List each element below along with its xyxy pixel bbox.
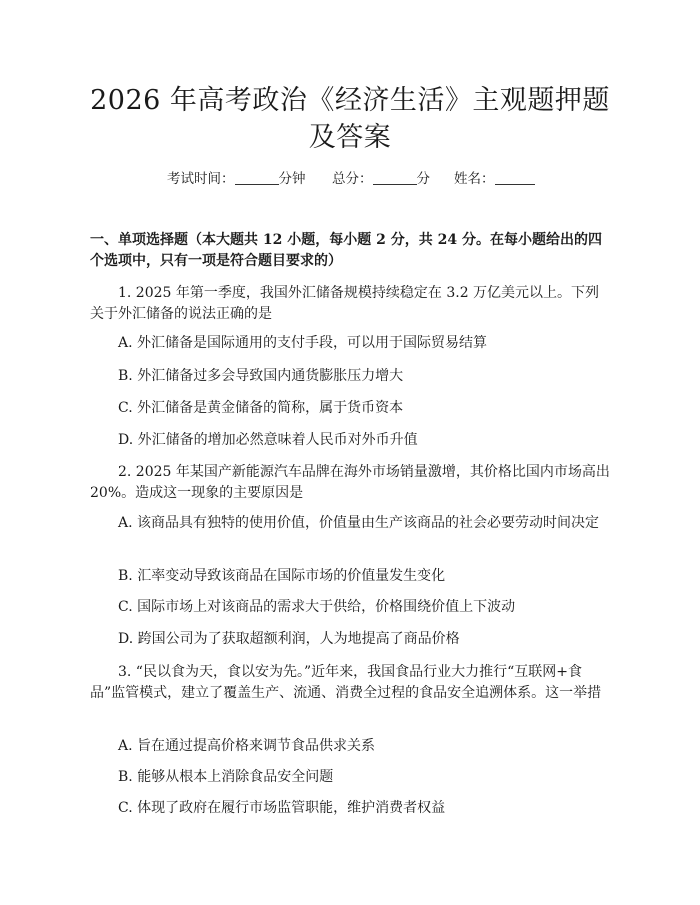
question-1-stem: 1. 2025 年第一季度，我国外汇储备规模持续稳定在 3.2 万亿美元以上。下列关于外汇储备的说法正确的是 [90,285,600,322]
question-3-stem: 3. “民以食为天，食以安为先。”近年来，我国食品行业大力推行“互联网+食品”监管模式，建立了覆盖生产、流通、消费全过程的食品安全追溯体系。这一举措 [90,664,602,701]
question-2-stem: 2. 2025 年某国产新能源汽车品牌在海外市场销量激增，其价格比国内市场高出 20%。造成这一现象的主要原因是 [90,464,610,501]
exam-time-field [167,170,306,188]
question-3-option-b[interactable]: B. 能够从根本上消除食品安全问题 [118,769,334,785]
question-2-option-b[interactable]: B. 汇率变动导致该商品在国际市场的价值量发生变化 [118,568,446,584]
question-1-option-d[interactable]: D. 外汇储备的增加必然意味着人民币对外币升值 [118,432,418,448]
exam-time-blank[interactable] [235,170,279,185]
exam-time-unit: 分钟 [278,171,306,187]
question-1-option-b[interactable]: B. 外汇储备过多会导致国内通货膨胀压力增大 [118,368,404,384]
question-2-option-c[interactable]: C. 国际市场上对该商品的需求大于供给，价格围绕价值上下波动 [118,599,516,615]
total-score-label: 总分： [332,171,373,187]
question-3-option-a[interactable]: A. 旨在通过提高价格来调节食品供求关系 [118,738,376,754]
question-3-option-c[interactable]: C. 体现了政府在履行市场监管职能，维护消费者权益 [118,800,446,816]
total-score-field [332,170,430,188]
question-1-option-c[interactable]: C. 外汇储备是黄金储备的简称，属于货币资本 [118,400,404,416]
student-name-label: 姓名： [454,171,495,187]
page-title: 2026 年高考政治《经济生活》主观题押题及答案 [90,85,610,153]
question-1-option-a[interactable]: A. 外汇储备是国际通用的支付手段，可以用于国际贸易结算 [118,335,488,351]
total-score-unit: 分 [416,171,430,187]
student-name-field [454,170,535,188]
total-score-blank[interactable] [373,170,417,185]
question-2-option-d[interactable]: D. 跨国公司为了获取超额利润，人为地提高了商品价格 [118,631,460,647]
student-name-blank[interactable] [495,170,535,185]
question-2-option-a[interactable]: A. 该商品具有独特的使用价值，价值量由生产该商品的社会必要劳动时间决定 [118,515,600,531]
section-heading: 一、单项选择题（本大题共 12 小题，每小题 2 分，共 24 分。在每小题给出的四个选项中，只有一项是符合题目要求的） [90,232,602,269]
exam-time-label: 考试时间： [167,171,235,187]
